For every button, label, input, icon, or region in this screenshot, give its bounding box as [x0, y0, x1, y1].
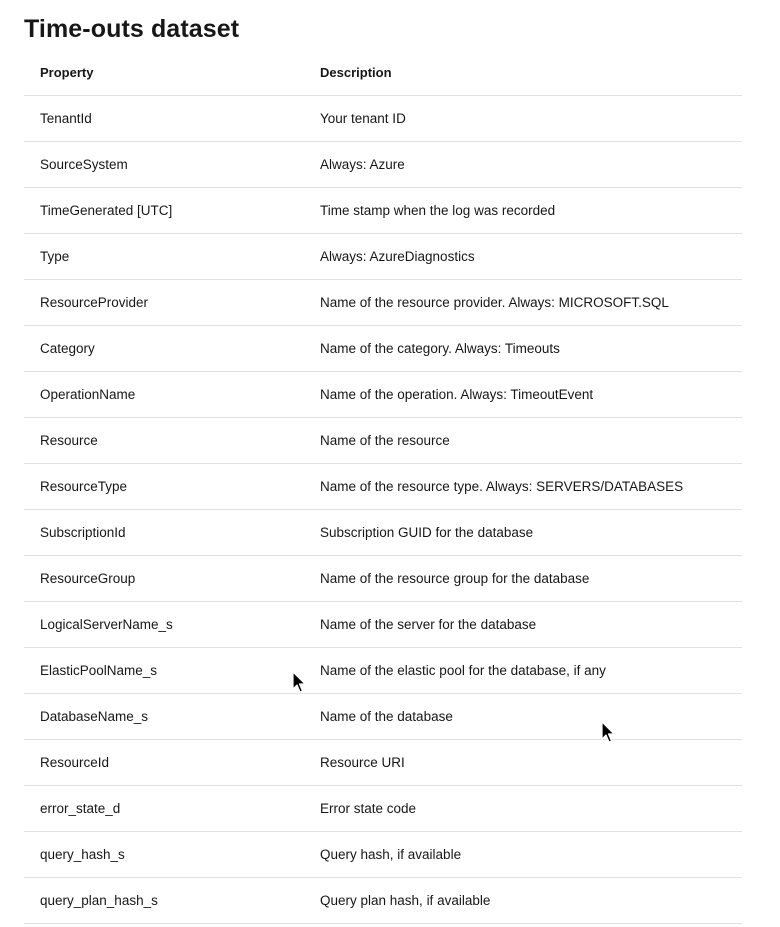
property-cell: ResourceType: [40, 479, 128, 494]
description-cell: Name of the resource provider. Always: MICROSOFT.SQL: [320, 295, 669, 310]
table-row: [24, 280, 742, 326]
table-row: [24, 464, 742, 510]
description-cell: Name of the operation. Always: TimeoutEvent: [320, 387, 594, 402]
table-row: [24, 142, 742, 188]
table-row: [24, 740, 742, 786]
property-cell: Category: [40, 341, 95, 356]
table-row: [24, 188, 742, 234]
property-cell: DatabaseName_s: [40, 709, 149, 724]
table-row: [24, 96, 742, 142]
properties-table: [24, 50, 742, 924]
table-row: [24, 510, 742, 556]
table-row: [24, 786, 742, 832]
description-cell: Your tenant ID: [320, 111, 406, 126]
column-header-description: Description: [320, 65, 392, 80]
description-cell: Name of the elastic pool for the database, if any: [320, 663, 606, 678]
description-cell: Time stamp when the log was recorded: [320, 203, 556, 218]
table-row: [24, 832, 742, 878]
description-cell: Name of the resource group for the database: [320, 571, 590, 586]
property-cell: error_state_d: [40, 801, 121, 816]
table-row: [24, 602, 742, 648]
description-cell: Error state code: [320, 801, 417, 816]
description-cell: Always: AzureDiagnostics: [320, 249, 475, 264]
description-cell: Name of the database: [320, 709, 453, 724]
property-cell: ResourceGroup: [40, 571, 136, 586]
mouse-pointer-icon: [292, 671, 308, 695]
property-cell: SourceSystem: [40, 157, 128, 172]
description-cell: Resource URI: [320, 755, 405, 770]
property-cell: ResourceId: [40, 755, 110, 770]
property-cell: SubscriptionId: [40, 525, 126, 540]
description-cell: Name of the server for the database: [320, 617, 537, 632]
property-cell: query_plan_hash_s: [40, 893, 158, 908]
description-cell: Query plan hash, if available: [320, 893, 491, 908]
description-cell: Name of the resource type. Always: SERVERS/DATABASES: [320, 479, 684, 494]
table-header-row: [24, 50, 742, 96]
property-cell: ElasticPoolName_s: [40, 663, 158, 678]
property-cell: Resource: [40, 433, 98, 448]
property-cell: ResourceProvider: [40, 295, 149, 310]
description-cell: Always: Azure: [320, 157, 405, 172]
property-cell: OperationName: [40, 387, 136, 402]
column-header-property: Property: [40, 65, 94, 80]
description-cell: Name of the resource: [320, 433, 450, 448]
mouse-pointer-icon: [601, 721, 617, 745]
page-title: Time-outs dataset: [24, 15, 240, 43]
table-row: [24, 648, 742, 694]
description-cell: Subscription GUID for the database: [320, 525, 534, 540]
table-body: [24, 96, 742, 924]
table-row: [24, 556, 742, 602]
property-cell: TimeGenerated [UTC]: [40, 203, 173, 218]
property-cell: LogicalServerName_s: [40, 617, 173, 632]
property-cell: TenantId: [40, 111, 92, 126]
property-cell: Type: [40, 249, 70, 264]
table-row: [24, 418, 742, 464]
table-row: [24, 372, 742, 418]
description-cell: Name of the category. Always: Timeouts: [320, 341, 560, 356]
table-row: [24, 694, 742, 740]
description-cell: Query hash, if available: [320, 847, 462, 862]
table-row: [24, 326, 742, 372]
property-cell: query_hash_s: [40, 847, 125, 862]
table-row: [24, 878, 742, 924]
table-row: [24, 234, 742, 280]
